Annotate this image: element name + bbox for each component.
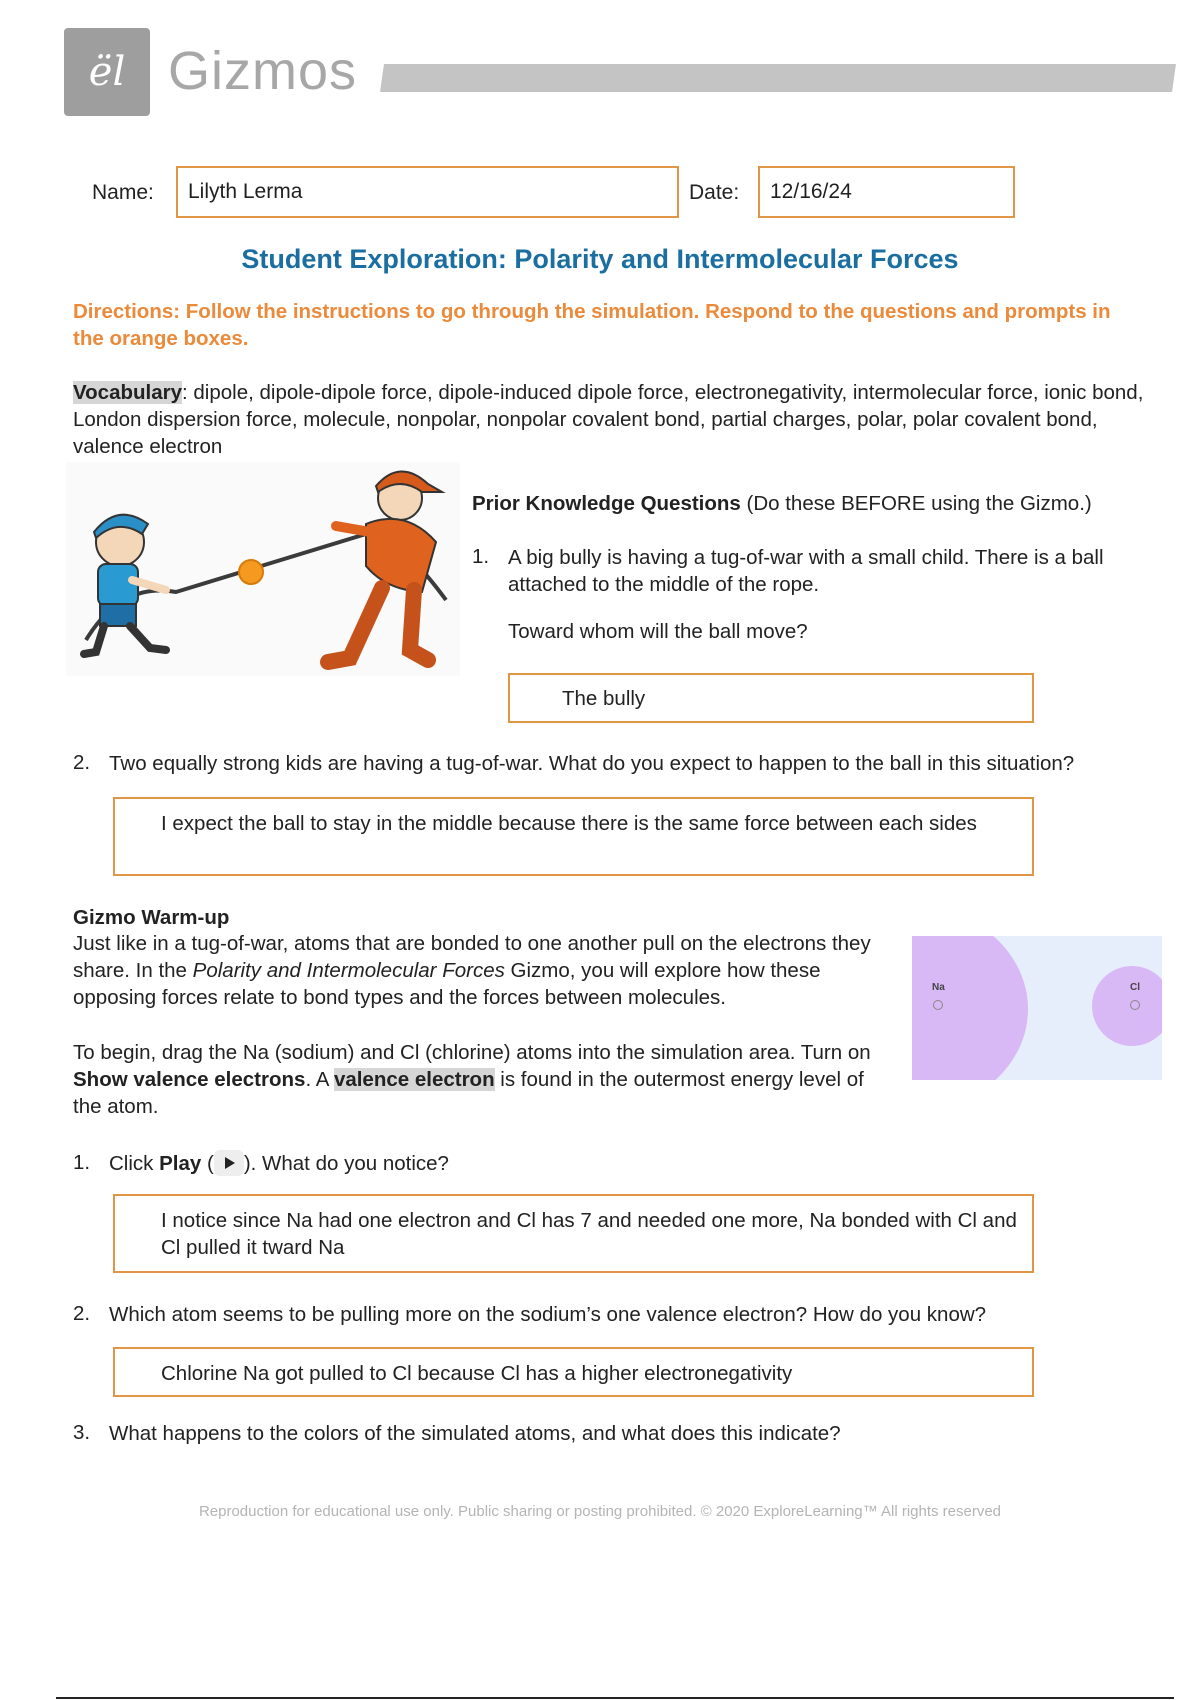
warmup-p1-italic: Polarity and Intermolecular Forces [192, 959, 505, 982]
pk-q1-sub: Toward whom will the ball move? [508, 620, 808, 643]
cl-label: Cl [1130, 982, 1140, 993]
warmup-p1-a: Just like in a tug-of-war, atoms that are bonded to one another pull on the electrons they share. In the [73, 932, 871, 982]
wu-q2-answer: Chlorine Na got pulled to Cl because Cl has a higher electronegativity [161, 1362, 793, 1385]
na-electron-icon [933, 1000, 943, 1010]
play-icon [214, 1150, 244, 1176]
name-field[interactable] [176, 166, 679, 218]
footer-copyright: Reproduction for educational use only. Public sharing or posting prohibited. © 2020 ExploreLearning™ All rights reserved [198, 1503, 1002, 1520]
name-value: Lilyth Lerma [188, 180, 303, 203]
na-label: Na [932, 982, 945, 993]
vocabulary-text: : dipole, dipole-dipole force, dipole-induced dipole force, electronegativity, intermolecular force, ionic bond, London dispersion force, molecule, nonpolar, nonpolar covalent bond, partial charges, polar, polar covalent bond, valence electron [73, 381, 1144, 458]
wu-q1-b: ( [201, 1152, 214, 1175]
warmup-paragraph-2 [73, 1039, 883, 1120]
pk-q2-answer-box[interactable] [113, 797, 1034, 876]
wu-q3-number: 3. [73, 1421, 91, 1444]
simulation-thumbnail [912, 936, 1162, 1080]
warmup-heading: Gizmo Warm-up [73, 906, 230, 929]
warmup-p2-highlight: valence electron [333, 1068, 495, 1091]
ball [239, 560, 263, 584]
pk-q1-text: A big bully is having a tug-of-war with a small child. There is a ball attached to the middle of the rope. [508, 546, 1104, 596]
wu-q1-a: Click [109, 1152, 160, 1175]
pk-q2-number: 2. [73, 751, 91, 774]
bottom-rule [56, 1697, 1174, 1699]
prior-knowledge-heading [472, 490, 1172, 517]
warmup-p1-b: Gizmo, you will explore how these opposing forces relate to bond types and the forces between molecules. [73, 959, 821, 1009]
pk-q1-number: 1. [472, 545, 490, 568]
wu-q2-answer-box[interactable] [113, 1347, 1034, 1397]
pk-q1-answer: The bully [562, 687, 646, 710]
name-label: Name: [92, 181, 154, 204]
wu-q2-number: 2. [73, 1302, 91, 1325]
warmup-p2-bold: Show valence electrons [73, 1068, 306, 1091]
gizmos-logo [64, 28, 150, 116]
prior-knowledge-note: (Do these BEFORE using the Gizmo.) [740, 492, 1092, 515]
brand-name: Gizmos [168, 41, 358, 101]
wu-q2-text: Which atom seems to be pulling more on the sodium’s one valence electron? How do you know? [109, 1303, 987, 1326]
wu-q1-answer: I notice since Na had one electron and Cl has 7 and needed one more, Na bonded with Cl and Cl pulled it tward Na [161, 1209, 1017, 1259]
header-bar [380, 64, 1176, 92]
vocabulary [73, 379, 1153, 460]
vocabulary-label: Vocabulary [73, 381, 182, 404]
wu-q1-answer-box[interactable] [113, 1194, 1034, 1273]
date-label: Date: [689, 181, 740, 204]
pk-q2-text: Two equally strong kids are having a tug-of-war. What do you expect to happen to the ball in this situation? [109, 752, 1075, 775]
wu-q1-number: 1. [73, 1151, 91, 1174]
logo-glyph: ël [88, 49, 126, 95]
warmup-p2-a: To begin, drag the Na (sodium) and Cl (chlorine) atoms into the simulation area. Turn on [73, 1041, 871, 1064]
cl-electron-icon [1130, 1000, 1140, 1010]
date-value: 12/16/24 [770, 180, 852, 203]
wu-q1-text [109, 1150, 809, 1178]
cl-atom-cloud [1092, 966, 1162, 1046]
pk-q1-answer-box[interactable] [508, 673, 1034, 723]
wu-q3-text: What happens to the colors of the simulated atoms, and what does this indicate? [109, 1422, 841, 1445]
tug-of-war-illustration [66, 462, 460, 676]
na-atom-cloud [912, 936, 1028, 1080]
wu-q1-c: ). What do you notice? [243, 1152, 449, 1175]
warmup-p2-c: is found in the outermost energy level of the atom. [73, 1068, 864, 1118]
pk-q2-answer: I expect the ball to stay in the middle because there is the same force between each sides [161, 812, 977, 835]
directions: Directions: Follow the instructions to go through the simulation. Respond to the questions and prompts in the orange boxes. [73, 300, 1111, 350]
wu-q1-bold: Play [159, 1152, 202, 1175]
warmup-p2-b: . A [305, 1068, 334, 1091]
prior-knowledge-title: Prior Knowledge Questions [472, 492, 741, 515]
page-title: Student Exploration: Polarity and Intermolecular Forces [241, 244, 959, 274]
warmup-paragraph-1 [73, 930, 903, 1011]
date-field[interactable] [758, 166, 1015, 218]
